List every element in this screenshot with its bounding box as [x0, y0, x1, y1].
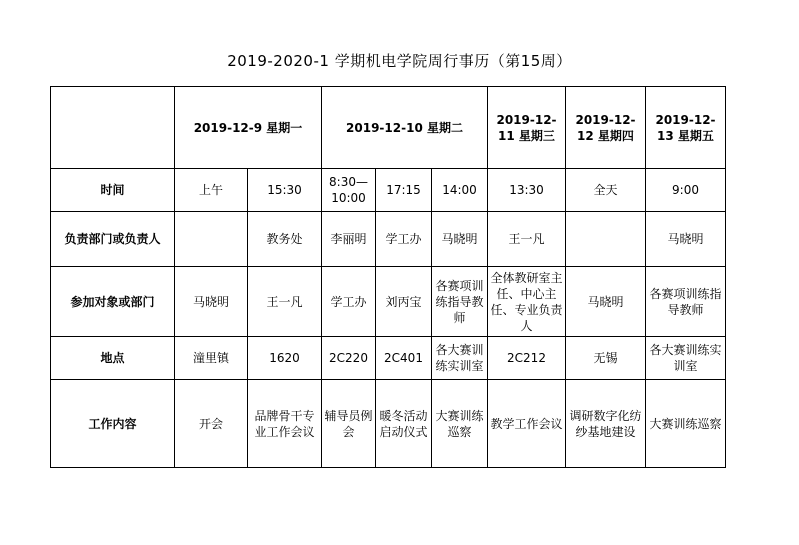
- row-label-participants: 参加对象或部门: [51, 267, 175, 337]
- content-cell: 品牌骨干专业工作会议: [248, 380, 322, 468]
- participants-cell: 全体教研室主任、中心主任、专业负责人: [488, 267, 566, 337]
- time-cell: 上午: [175, 169, 248, 212]
- participants-cell: 马晓明: [566, 267, 646, 337]
- row-label-place: 地点: [51, 337, 175, 380]
- time-cell: 全天: [566, 169, 646, 212]
- time-cell: 8:30—10:00: [322, 169, 376, 212]
- header-wednesday: 2019-12-11 星期三: [488, 87, 566, 169]
- content-cell: 调研数字化纺纱基地建设: [566, 380, 646, 468]
- header-thursday: 2019-12-12 星期四: [566, 87, 646, 169]
- header-monday: 2019-12-9 星期一: [175, 87, 322, 169]
- content-cell: 辅导员例会: [322, 380, 376, 468]
- place-cell: 各大赛训练实训室: [646, 337, 726, 380]
- participants-cell: 刘丙宝: [376, 267, 432, 337]
- time-cell: 13:30: [488, 169, 566, 212]
- place-cell: 1620: [248, 337, 322, 380]
- place-cell: 潼里镇: [175, 337, 248, 380]
- row-label-time: 时间: [51, 169, 175, 212]
- participants-cell: 学工办: [322, 267, 376, 337]
- time-cell: 17:15: [376, 169, 432, 212]
- dept-cell: 教务处: [248, 212, 322, 267]
- participants-cell: 马晓明: [175, 267, 248, 337]
- dept-cell: 马晓明: [646, 212, 726, 267]
- content-cell: 开会: [175, 380, 248, 468]
- content-row: [51, 380, 726, 468]
- dept-cell: [175, 212, 248, 267]
- place-cell: 无锡: [566, 337, 646, 380]
- dept-cell: 学工办: [376, 212, 432, 267]
- dept-cell: 李丽明: [322, 212, 376, 267]
- weekly-schedule-table: [50, 86, 726, 468]
- row-label-dept: 负责部门或负责人: [51, 212, 175, 267]
- participants-row: [51, 267, 726, 337]
- place-cell: 2C212: [488, 337, 566, 380]
- participants-cell: 各赛项训练指导教师: [432, 267, 488, 337]
- content-cell: 大赛训练巡察: [432, 380, 488, 468]
- dept-cell: 马晓明: [432, 212, 488, 267]
- header-friday: 2019-12-13 星期五: [646, 87, 726, 169]
- row-label-content: 工作内容: [51, 380, 175, 468]
- place-cell: 各大赛训练实训室: [432, 337, 488, 380]
- place-row: [51, 337, 726, 380]
- dept-cell: 王一凡: [488, 212, 566, 267]
- content-cell: 大赛训练巡察: [646, 380, 726, 468]
- time-cell: 9:00: [646, 169, 726, 212]
- dept-cell: [566, 212, 646, 267]
- header-row: [51, 87, 726, 169]
- content-cell: 教学工作会议: [488, 380, 566, 468]
- dept-row: [51, 212, 726, 267]
- time-cell: 15:30: [248, 169, 322, 212]
- content-cell: 暖冬活动启动仪式: [376, 380, 432, 468]
- corner-cell: [51, 87, 175, 169]
- participants-cell: 王一凡: [248, 267, 322, 337]
- time-row: [51, 169, 726, 212]
- page-title: 2019-2020-1 学期机电学院周行事历（第15周）: [227, 52, 572, 70]
- time-cell: 14:00: [432, 169, 488, 212]
- header-tuesday: 2019-12-10 星期二: [322, 87, 488, 169]
- participants-cell: 各赛项训练指导教师: [646, 267, 726, 337]
- place-cell: 2C220: [322, 337, 376, 380]
- place-cell: 2C401: [376, 337, 432, 380]
